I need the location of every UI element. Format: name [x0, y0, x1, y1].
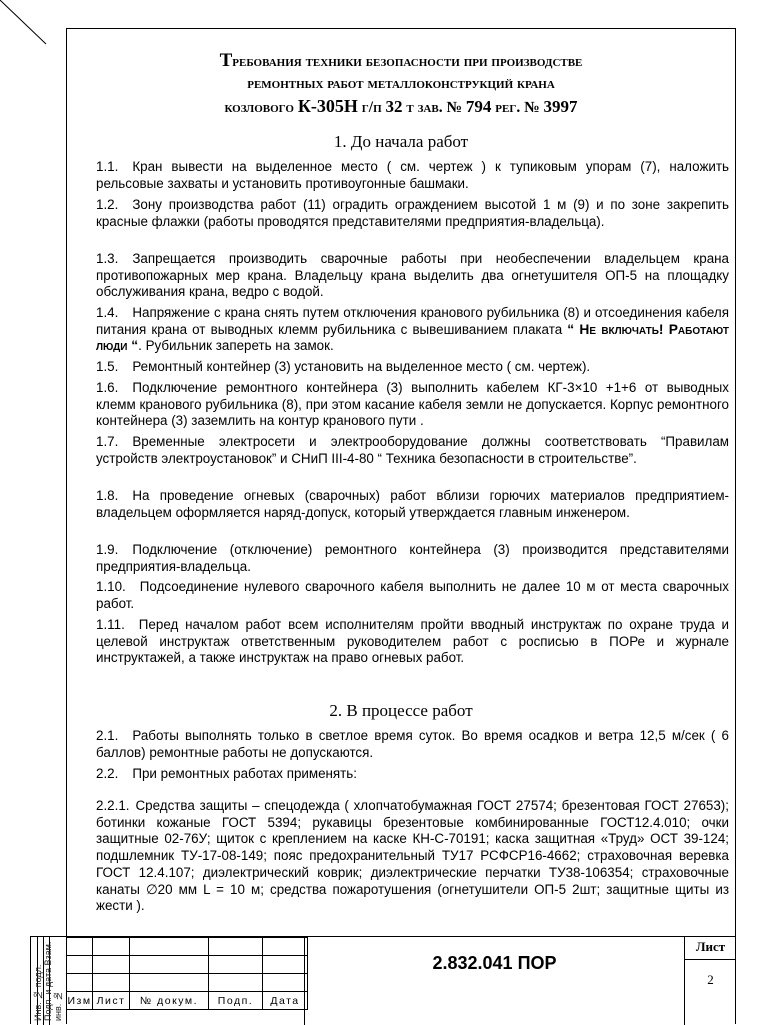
item-1-8: 1.8. На проведение огневых (сварочных) работ вблизи горючих материалов предприятием-владельцем оформляется наряд-допуск, который утверждается главным инженером. [96, 488, 729, 520]
item-2-2: 2.2. При ремонтных работах применять: [96, 766, 357, 781]
item-1-3: 1.3. Запрещается производить сварочные работы при необеспечении владельцем крана противопожарных мер крана. Владельцу крана выделить два огнетушителя ОП-5 на площадку обслуживания крана, ведро с водой. [96, 251, 729, 300]
item-1-1: 1.1. Кран вывести на выделенное место ( см. чертеж ) к тупиковым упорам (7), наложить рельсовые захваты и установить противоугонные башмаки. [96, 159, 729, 191]
sheet-box [684, 937, 736, 1025]
document-code: 2.832.041 ПОР [304, 937, 684, 1025]
revision-table [66, 937, 308, 1010]
item-2-1: 2.1. Работы выполнять только в светлое время суток. Во время осадков и ветра 12,5 м/сек ( 6 баллов) ремонтные работы не допускаются. [96, 728, 729, 760]
item-1-9: 1.9. Подключение (отключение) ремонтного контейнера (3) производится представителями предприятия-владельца. [96, 542, 729, 574]
item-2-2-1: 2.2.1. Средства защиты – спецодежда ( хлопчатобумажная ГОСТ 27574; брезентовая ГОСТ 27653); ботинки кожаные ГОСТ 5394; рукавицы брезентовые комбинированные ГОСТ12.4.010; очки защитные 02-76У; щиток с креплением на каске КН-С-70191; каска защитная «Труд» ОСТ 39-124; подшлемник ТУ-17-08-149; пояс предохранительный ТУ17 РСФСР16-4662; страховочная веревка ГОСТ 12.4.107; диэлектрический коврик; диэлектрические перчатки ТУ38-106354; страховочные канаты ∅20 мм L = 10 м; средства пожаротушения (огнетушители ОП-5 2шт; защитные щиты из жести ). [96, 798, 729, 914]
col-izm: Изм [67, 992, 93, 1010]
item-1-2: 1.2. Зону производства работ (11) оградить ограждением высотой 1 м (9) и по зоне закрепить красные флажки (работы проводятся представителями предприятия-владельца). [96, 197, 729, 229]
sheet-label: Лист [685, 937, 736, 960]
document-title: Требования техники безопасности при производстве ремонтных работ металлоконструкций крана козлового К-305Н г/п 32 т зав. № 794 рег. № 3997 [219, 50, 583, 116]
item-1-7: 1.7. Временные электросети и электрооборудование должны соответствовать “Правилам устройств электроустановок” и СНиП III-4-80 “ Техника безопасности в строительстве”. [96, 434, 729, 466]
col-list: Лист [93, 992, 130, 1010]
side-stamp-labels: Инв. № подл. Подп. и дата Взам. инв. № [33, 941, 63, 1021]
col-podp: Подп. [209, 992, 263, 1010]
item-1-4: 1.4. Напряжение с крана снять путем отключения кранового рубильника (8) и отсоединения кабеля питания крана от выводных клемм рубильника с вывешиванием плаката “ Не включать! Работают люди “. Рубильник запереть на замок. [96, 305, 729, 354]
section-1-heading: 1. До начала работ [333, 132, 469, 151]
col-data: Дата [263, 992, 308, 1010]
side-stamp-strip [30, 936, 66, 1024]
item-1-5: 1.5. Ремонтный контейнер (3) установить на выделенное место ( см. чертеж). [96, 359, 591, 374]
col-dokum: № докум. [130, 992, 209, 1010]
item-1-10: 1.10. Подсоединение нулевого сварочного кабеля выполнить не далее 10 м от места сварочных работ. [96, 579, 729, 611]
section-2-heading: 2. В процессе работ [329, 701, 473, 720]
title-block [66, 936, 736, 1024]
warning-poster-text: “ Не включать! Работают люди “ [96, 321, 729, 354]
item-1-11: 1.11. Перед началом работ всем исполнителям пройти вводный инструктаж по охране труда и целевой инструктаж ответственным руководителем работ с росписью в ПОРе и журнале инструктажей, а также инструктаж на право огневых работ. [96, 617, 729, 666]
item-1-6: 1.6. Подключение ремонтного контейнера (3) выполнить кабелем КГ-3×10 +1+6 от выводных клемм кранового рубильника (8), при этом касание кабеля земли не допускается. Корпус ремонтного контейнера (3) заземлить на контур кранового пути . [96, 380, 729, 429]
sheet-number: 2 [707, 972, 714, 987]
